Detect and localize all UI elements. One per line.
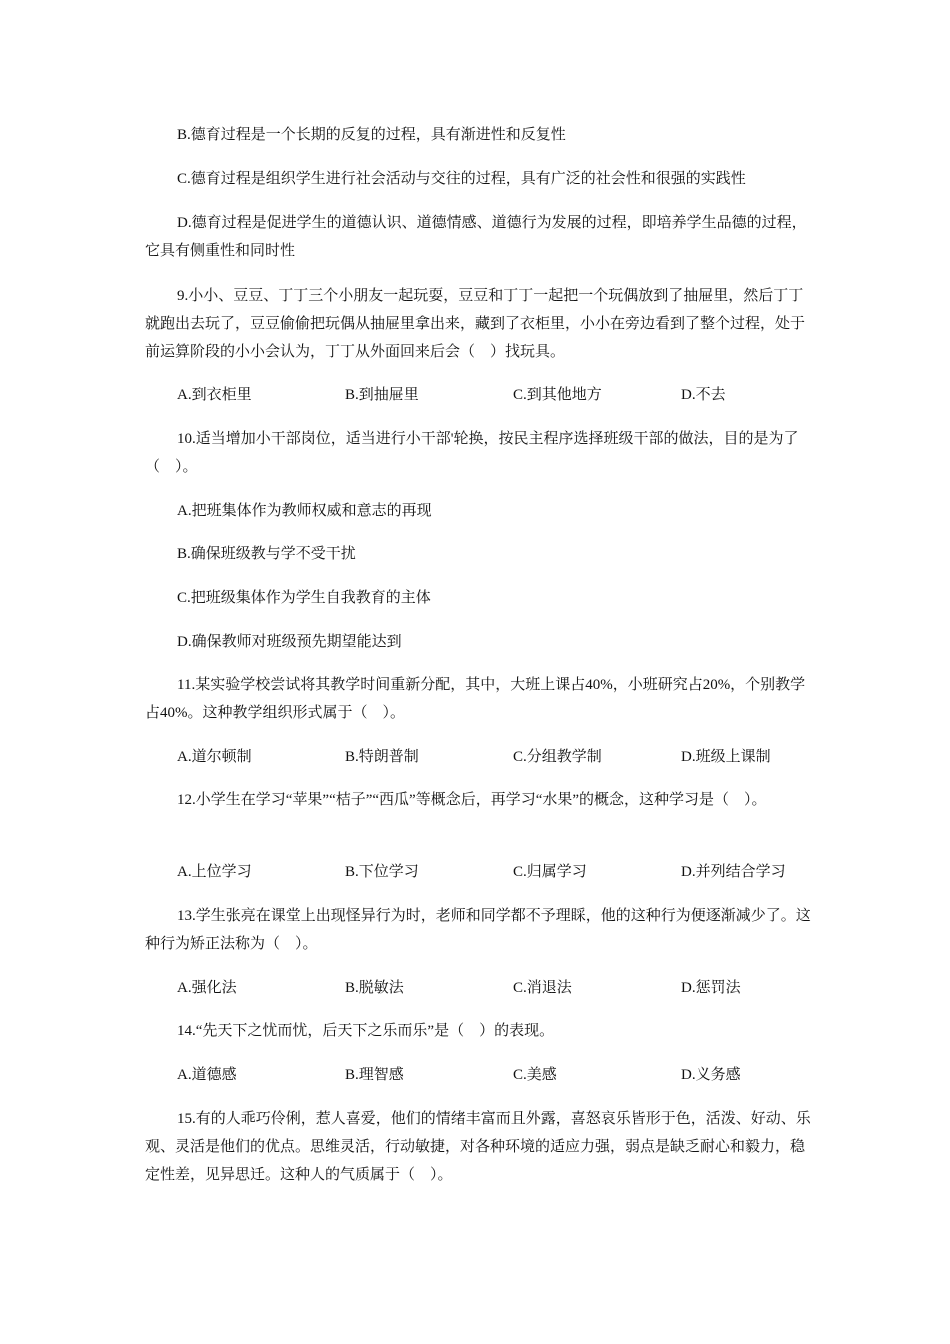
q9-options (177, 381, 857, 409)
q10-option-b: B.确保班级教与学不受干扰 (177, 546, 356, 562)
q8-option-c: C.德育过程是组织学生进行社会活动与交往的过程，具有广泛的社会性和很强的实践性 (177, 171, 746, 187)
q12-option-d: D.并列结合学习 (681, 864, 786, 880)
q12-option-a: A.上位学习 (177, 864, 252, 880)
q9-stem: 9.小小、豆豆、丁丁三个小朋友一起玩耍，豆豆和丁丁一起把一个玩偶放到了抽屉里，然后丁丁就跑出去玩了，豆豆偷偷把玩偶从抽屉里拿出来，藏到了衣柜里，小小在旁边看到了整个过程，处于前运算阶段的小小会认为，丁丁从外面回来后会（ ）找玩具。 (145, 288, 806, 360)
q14-option-c: C.美感 (513, 1067, 557, 1083)
q13-option-a: A.强化法 (177, 980, 237, 996)
q9-option-a: A.到衣柜里 (177, 387, 252, 403)
q8-option-d: D.德育过程是促进学生的道德认识、道德情感、道德行为发展的过程，即培养学生品德的过程，它具有侧重性和同时性 (145, 215, 807, 259)
q12-options (177, 858, 857, 886)
q10-stem: 10.适当增加小干部岗位，适当进行小干部'轮换，按民主程序选择班级干部的做法，目的是为了（ ）。 (145, 431, 799, 475)
q13-stem: 13.学生张亮在课堂上出现怪异行为时，老师和同学都不予理睬，他的这种行为便逐渐减少了。这种行为矫正法称为（ ）。 (145, 908, 811, 952)
q11-option-b: B.特朗普制 (345, 749, 419, 765)
q13-options (177, 974, 857, 1002)
q10-option-c: C.把班级集体作为学生自我教育的主体 (177, 590, 431, 606)
q9-option-b: B.到抽屉里 (345, 387, 419, 403)
q11-option-d: D.班级上课制 (681, 749, 771, 765)
q11-stem: 11.某实验学校尝试将其教学时间重新分配，其中，大班上课占40%，小班研究占20%，个别教学占40%。这种教学组织形式属于（ ）。 (145, 677, 806, 721)
q14-option-a: A.道德感 (177, 1067, 237, 1083)
q12-option-c: C.归属学习 (513, 864, 587, 880)
q11-options (177, 743, 857, 771)
q9-option-c: C.到其他地方 (513, 387, 602, 403)
q11-option-c: C.分组教学制 (513, 749, 602, 765)
q10-option-d: D.确保教师对班级预先期望能达到 (177, 634, 402, 650)
q12-stem: 12.小学生在学习“苹果”“桔子”“西瓜”等概念后，再学习“水果”的概念，这种学习是（ ）。 (177, 792, 767, 808)
q14-stem: 14.“先天下之忧而忧，后天下之乐而乐”是（ ）的表现。 (177, 1023, 555, 1039)
q14-option-b: B.理智感 (345, 1067, 404, 1083)
q13-option-d: D.惩罚法 (681, 980, 741, 996)
q8-option-b: B.德育过程是一个长期的反复的过程，具有渐进性和反复性 (177, 127, 566, 143)
q10-option-a: A.把班集体作为教师权威和意志的再现 (177, 503, 432, 519)
q15-stem: 15.有的人乖巧伶俐，惹人喜爱，他们的情绪丰富而且外露，喜怒哀乐皆形于色，活泼、好动、乐观、灵活是他们的优点。思维灵活，行动敏捷，对各种环境的适应力强，弱点是缺乏耐心和毅力，稳定性差，见异思迁。这种人的气质属于（ ）。 (145, 1111, 811, 1183)
q13-option-c: C.消退法 (513, 980, 572, 996)
q11-option-a: A.道尔顿制 (177, 749, 252, 765)
q14-option-d: D.义务感 (681, 1067, 741, 1083)
q14-options (177, 1061, 857, 1089)
q13-option-b: B.脱敏法 (345, 980, 404, 996)
q12-option-b: B.下位学习 (345, 864, 419, 880)
q9-option-d: D.不去 (681, 387, 726, 403)
